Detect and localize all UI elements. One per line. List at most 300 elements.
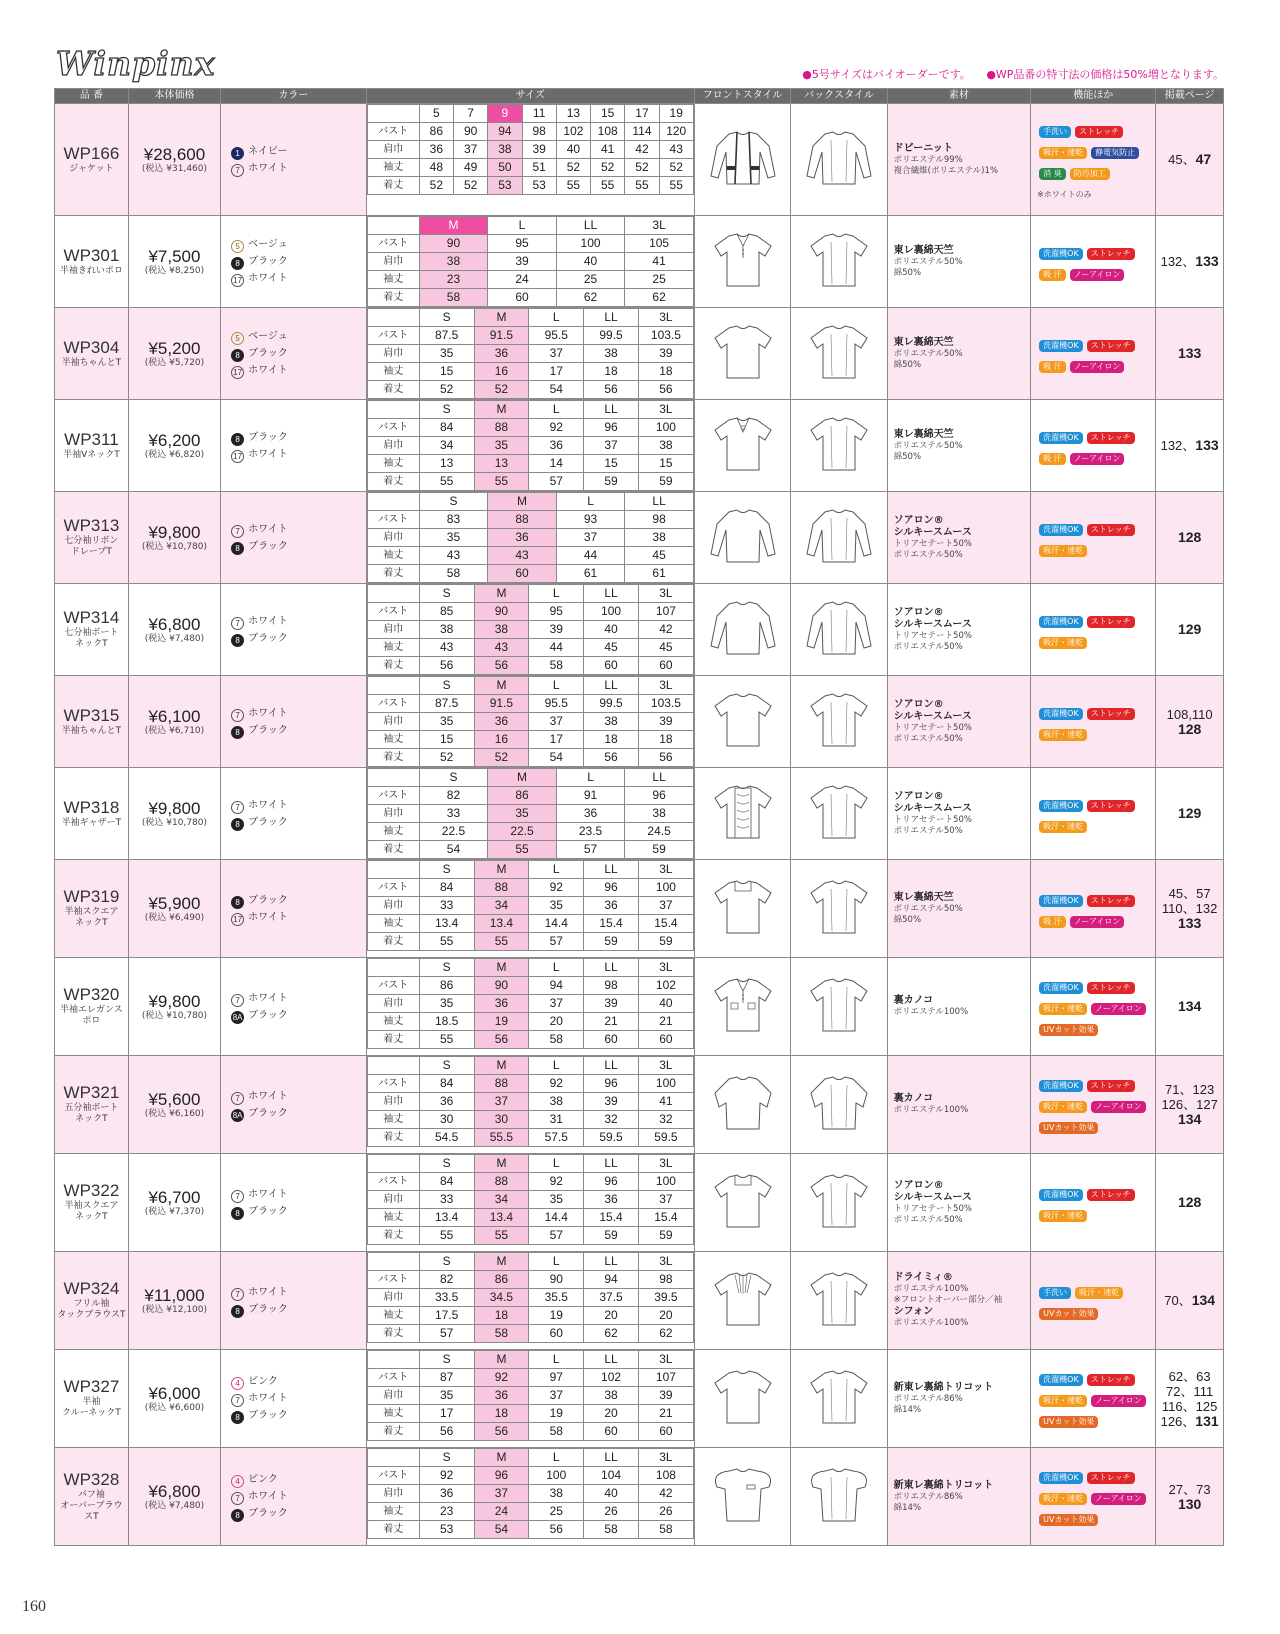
material-composition: 綿50% xyxy=(893,914,922,925)
size-value: 19 xyxy=(529,1307,584,1325)
front-style-cell xyxy=(694,400,790,492)
size-value: 32 xyxy=(584,1111,639,1129)
size-cell xyxy=(366,1154,694,1252)
size-value: 100 xyxy=(556,235,625,253)
color-number-badge: 4 xyxy=(231,1377,244,1390)
material-composition: ポリエステル86% xyxy=(893,1491,963,1502)
size-label-blank xyxy=(367,959,419,977)
size-value: 52 xyxy=(453,177,487,195)
size-value: 60 xyxy=(488,565,557,583)
feature-tag: 洗濯機OK xyxy=(1039,340,1083,352)
header-features: 機能ほか xyxy=(1031,89,1156,104)
measure-label: 肩巾 xyxy=(367,805,419,823)
size-value: 52 xyxy=(419,749,474,767)
product-price: ¥9,800 xyxy=(148,798,201,818)
color-option xyxy=(231,236,366,253)
measure-label: 着丈 xyxy=(367,381,419,399)
size-value: 39 xyxy=(584,1093,639,1111)
size-value: 13.4 xyxy=(419,915,474,933)
product-code-cell xyxy=(55,492,129,584)
size-value: 92 xyxy=(419,1467,474,1485)
feature-tag: 洗濯機OK xyxy=(1039,800,1083,812)
size-row xyxy=(367,841,693,859)
feature-tag: 吸汗・速乾 xyxy=(1075,1287,1123,1299)
size-value: 35 xyxy=(529,1191,584,1209)
measure-label: バスト xyxy=(367,603,419,621)
size-value: 55 xyxy=(556,177,590,195)
material-name: ソアロン® xyxy=(893,514,944,526)
page-ref: 72、111 xyxy=(1166,1383,1214,1399)
size-value: 58 xyxy=(529,657,584,675)
size-value: 100 xyxy=(638,1075,693,1093)
size-header-row xyxy=(367,1449,693,1467)
price-with-tax: (税込 ¥6,710) xyxy=(144,725,205,736)
size-header: S xyxy=(419,493,488,511)
size-header: M xyxy=(474,861,529,879)
front-garment-icon xyxy=(705,1512,781,1531)
page-ref: 110、132 xyxy=(1161,901,1218,916)
size-value: 16 xyxy=(474,731,529,749)
features-cell xyxy=(1031,584,1156,676)
features-cell xyxy=(1031,958,1156,1056)
front-style-cell xyxy=(694,1252,790,1350)
size-value: 38 xyxy=(419,621,474,639)
back-garment-icon xyxy=(801,1316,877,1335)
size-row xyxy=(367,327,693,345)
material-composition: ポリエステル50% xyxy=(893,549,963,560)
color-cell xyxy=(221,1252,367,1350)
size-row xyxy=(367,455,693,473)
size-value: 54 xyxy=(529,749,584,767)
back-garment-icon xyxy=(801,175,877,194)
back-garment-icon xyxy=(801,369,877,388)
size-value: 42 xyxy=(625,141,659,159)
price-cell xyxy=(128,216,220,308)
size-header-row xyxy=(367,585,693,603)
size-row xyxy=(367,473,693,491)
size-value: 35 xyxy=(419,345,474,363)
size-header: L xyxy=(529,1253,584,1271)
size-row xyxy=(367,437,693,455)
size-value: 96 xyxy=(584,1173,639,1191)
size-value: 36 xyxy=(584,1191,639,1209)
color-number-badge: 17 xyxy=(231,913,244,926)
size-value: 25 xyxy=(529,1503,584,1521)
size-value: 14.4 xyxy=(529,915,584,933)
back-style-cell xyxy=(791,768,887,860)
size-value: 84 xyxy=(419,1173,474,1191)
product-name: 七分袖ボート ネックT xyxy=(64,628,119,649)
size-value: 93 xyxy=(556,511,625,529)
color-label: ブラック xyxy=(248,816,288,828)
size-cell xyxy=(366,492,694,584)
size-value: 23 xyxy=(419,271,488,289)
size-header: 3L xyxy=(638,1351,693,1369)
measure-label: 着丈 xyxy=(367,749,419,767)
size-header: S xyxy=(419,1155,474,1173)
size-value: 92 xyxy=(529,1173,584,1191)
size-value: 94 xyxy=(529,977,584,995)
product-code: WP315 xyxy=(63,705,120,725)
size-header: L xyxy=(488,217,557,235)
size-value: 35.5 xyxy=(529,1289,584,1307)
material-name: シルキースムース xyxy=(893,526,972,538)
color-number-badge: 7 xyxy=(231,1492,244,1505)
size-row xyxy=(367,731,693,749)
page-ref: 134 xyxy=(1177,1111,1202,1127)
front-style-cell xyxy=(694,584,790,676)
size-value: 44 xyxy=(556,547,625,565)
measure-label: 肩巾 xyxy=(367,529,419,547)
product-code: WP301 xyxy=(63,245,120,265)
size-header: M xyxy=(474,1351,529,1369)
color-number-badge: 8 xyxy=(231,1509,244,1522)
back-garment-icon xyxy=(801,1120,877,1139)
size-value: 36 xyxy=(474,1387,529,1405)
feature-tag: ノーアイロン xyxy=(1070,269,1125,281)
product-name: 半袖きれいポロ xyxy=(59,265,123,276)
front-garment-icon xyxy=(705,1120,781,1139)
front-style-cell xyxy=(694,1154,790,1252)
size-row xyxy=(367,289,693,307)
size-value: 57 xyxy=(529,473,584,491)
color-option xyxy=(231,1390,366,1407)
size-value: 36 xyxy=(474,713,529,731)
feature-tag: ノーアイロン xyxy=(1070,453,1125,465)
size-value: 20 xyxy=(584,1307,639,1325)
feature-tag: 吸汗・速乾 xyxy=(1039,1003,1087,1015)
size-value: 54.5 xyxy=(419,1129,474,1147)
back-style-cell xyxy=(791,492,887,584)
size-row xyxy=(367,177,693,195)
size-value: 92 xyxy=(529,419,584,437)
feature-tag: 吸 汗 xyxy=(1039,916,1066,928)
size-value: 24 xyxy=(488,271,557,289)
product-price: ¥28,600 xyxy=(143,144,206,164)
size-value: 38 xyxy=(638,437,693,455)
size-value: 59.5 xyxy=(638,1129,693,1147)
measure-label: 肩巾 xyxy=(367,345,419,363)
size-cell xyxy=(366,860,694,958)
feature-tag: UVカット効果 xyxy=(1039,1514,1098,1526)
size-value: 40 xyxy=(584,621,639,639)
material-composition: トリアセテート50% xyxy=(893,814,972,825)
size-value: 56 xyxy=(474,1031,529,1049)
size-value: 37.5 xyxy=(584,1289,639,1307)
color-option xyxy=(231,613,366,630)
size-value: 58 xyxy=(474,1325,529,1343)
product-code-cell xyxy=(55,216,129,308)
pages-cell xyxy=(1156,1448,1224,1546)
page-ref: 45、 xyxy=(1168,152,1196,167)
size-value: 41 xyxy=(638,1093,693,1111)
size-value: 58 xyxy=(419,565,488,583)
size-value: 18 xyxy=(638,363,693,381)
product-code-cell xyxy=(55,400,129,492)
feature-tag: UVカット効果 xyxy=(1039,1122,1098,1134)
product-code: WP324 xyxy=(63,1279,120,1298)
size-value: 62 xyxy=(556,289,625,307)
size-label-blank xyxy=(367,105,419,123)
size-header-row xyxy=(367,217,693,235)
product-row xyxy=(55,676,1224,768)
color-option xyxy=(231,446,366,463)
size-value: 44 xyxy=(529,639,584,657)
size-value: 15 xyxy=(419,731,474,749)
size-value: 60 xyxy=(638,1031,693,1049)
size-header: 17 xyxy=(625,105,659,123)
size-value: 61 xyxy=(625,565,694,583)
size-header: L xyxy=(556,769,625,787)
size-row xyxy=(367,1521,693,1539)
material-name: ソアロン® xyxy=(893,790,944,802)
size-value: 37 xyxy=(529,345,584,363)
page-ref: 71、123 xyxy=(1165,1082,1215,1097)
size-header: M xyxy=(474,959,529,977)
size-value: 39.5 xyxy=(638,1289,693,1307)
page-ref: 27、73 xyxy=(1168,1481,1211,1497)
back-style-cell xyxy=(791,308,887,400)
size-value: 102 xyxy=(584,1369,639,1387)
measure-label: 袖丈 xyxy=(367,915,419,933)
product-row xyxy=(55,1350,1224,1448)
color-number-badge: 7 xyxy=(231,1190,244,1203)
size-header: 11 xyxy=(522,105,556,123)
color-label: ベージュ xyxy=(248,331,288,342)
front-garment-icon xyxy=(705,1022,781,1041)
size-value: 37 xyxy=(474,1485,529,1503)
color-option xyxy=(231,1284,366,1301)
measure-label: 肩巾 xyxy=(367,713,419,731)
header-material: 素材 xyxy=(887,89,1031,104)
size-value: 43 xyxy=(659,141,693,159)
pages-cell xyxy=(1156,958,1224,1056)
size-value: 36 xyxy=(488,529,557,547)
size-header: M xyxy=(474,1449,529,1467)
size-cell xyxy=(366,676,694,768)
color-option xyxy=(231,1203,366,1220)
size-header: L xyxy=(529,585,584,603)
back-garment-icon xyxy=(801,1512,877,1531)
color-option xyxy=(231,270,366,287)
color-number-badge: 8 xyxy=(231,433,244,446)
size-header: 3L xyxy=(638,401,693,419)
color-label: ホワイト xyxy=(248,273,288,284)
size-value: 15.4 xyxy=(638,1209,693,1227)
material-name: ソアロン® xyxy=(893,698,944,710)
size-value: 13 xyxy=(419,455,474,473)
size-table xyxy=(367,1448,694,1539)
size-value: 52 xyxy=(659,159,693,177)
size-value: 45 xyxy=(625,547,694,565)
material-cell xyxy=(887,1448,1031,1546)
size-row xyxy=(367,1405,693,1423)
product-code: WP327 xyxy=(63,1377,120,1396)
price-with-tax: (税込 ¥7,480) xyxy=(144,1500,205,1511)
product-code-cell xyxy=(55,958,129,1056)
size-value: 83 xyxy=(419,511,488,529)
color-cell xyxy=(221,400,367,492)
product-price: ¥11,000 xyxy=(144,1285,205,1305)
product-code: WP313 xyxy=(63,516,120,535)
size-label-blank xyxy=(367,1253,419,1271)
size-value: 36 xyxy=(474,995,529,1013)
feature-tag: ストレッチ xyxy=(1087,1472,1135,1484)
material-name-sub: シフォン xyxy=(893,1306,934,1317)
size-header: L xyxy=(529,1057,584,1075)
size-table xyxy=(367,1154,694,1245)
front-style-cell xyxy=(694,768,790,860)
size-value: 31 xyxy=(529,1111,584,1129)
price-cell xyxy=(128,958,220,1056)
color-label: ブラック xyxy=(248,431,288,443)
size-cell xyxy=(366,958,694,1056)
measure-label: 袖丈 xyxy=(367,1307,419,1325)
size-row xyxy=(367,897,693,915)
size-value: 39 xyxy=(638,345,693,363)
size-table xyxy=(367,400,694,491)
page-ref: 134 xyxy=(1191,1292,1216,1308)
color-number-badge: 8 xyxy=(231,818,244,831)
color-number-badge: 7 xyxy=(231,709,244,722)
page-ref: 128 xyxy=(1177,720,1202,737)
product-row xyxy=(55,860,1224,958)
color-cell xyxy=(221,1154,367,1252)
price-with-tax: (税込 ¥7,370) xyxy=(144,1206,205,1217)
size-label-blank xyxy=(367,309,419,327)
features-cell xyxy=(1031,216,1156,308)
size-header: 7 xyxy=(453,105,487,123)
color-option xyxy=(231,429,366,446)
size-value: 98 xyxy=(584,977,639,995)
size-value: 86 xyxy=(419,977,474,995)
feature-note: ※ホワイトのみ xyxy=(1037,189,1092,199)
measure-label: 袖丈 xyxy=(367,547,419,565)
size-value: 39 xyxy=(522,141,556,159)
feature-tag: 吸汗・速乾 xyxy=(1039,147,1087,159)
material-name: 裏カノコ xyxy=(893,1093,934,1104)
size-value: 37 xyxy=(556,529,625,547)
pages-cell xyxy=(1156,216,1224,308)
product-row xyxy=(55,308,1224,400)
back-style-cell xyxy=(791,1252,887,1350)
page-ref: 133 xyxy=(1195,253,1219,269)
size-value: 94 xyxy=(584,1271,639,1289)
back-garment-icon xyxy=(801,1218,877,1237)
product-code-cell xyxy=(55,1252,129,1350)
size-header: M xyxy=(419,217,488,235)
measure-label: 袖丈 xyxy=(367,1111,419,1129)
size-value: 45 xyxy=(584,639,639,657)
size-header: M xyxy=(474,585,529,603)
size-value: 99.5 xyxy=(584,695,639,713)
measure-label: 袖丈 xyxy=(367,1209,419,1227)
front-garment-icon xyxy=(705,175,781,194)
size-header: L xyxy=(529,1449,584,1467)
size-value: 114 xyxy=(625,123,659,141)
material-cell xyxy=(887,216,1031,308)
material-composition: ポリエステル50% xyxy=(893,440,963,451)
size-value: 34.5 xyxy=(474,1289,529,1307)
size-value: 33.5 xyxy=(419,1289,474,1307)
color-option xyxy=(231,160,366,177)
size-row xyxy=(367,547,693,565)
color-label: ホワイト xyxy=(248,707,288,719)
feature-tag: ノーアイロン xyxy=(1070,361,1125,373)
color-cell xyxy=(221,860,367,958)
size-header: 3L xyxy=(638,1057,693,1075)
material-composition: トリアセテート50% xyxy=(893,630,972,641)
size-value: 86 xyxy=(419,123,453,141)
material-cell xyxy=(887,1252,1031,1350)
measure-label: 袖丈 xyxy=(367,1405,419,1423)
material-composition: トリアセテート50% xyxy=(893,538,972,549)
size-row xyxy=(367,1013,693,1031)
material-composition: 綿14% xyxy=(893,1404,922,1415)
color-label: ブラック xyxy=(248,1410,288,1421)
material-composition: ポリエステル86% xyxy=(893,1393,963,1404)
page-ref: 108,110 xyxy=(1166,706,1213,722)
feature-tag: 洗濯機OK xyxy=(1039,432,1083,444)
feature-tag: 洗濯機OK xyxy=(1039,1189,1083,1201)
back-style-cell xyxy=(791,1350,887,1448)
product-code: WP318 xyxy=(63,797,120,817)
size-value: 60 xyxy=(529,1325,584,1343)
measure-label: 肩巾 xyxy=(367,621,419,639)
size-row xyxy=(367,713,693,731)
feature-tag: 吸汗・速乾 xyxy=(1039,1395,1087,1407)
material-cell xyxy=(887,676,1031,768)
header-color: カラー xyxy=(221,89,367,104)
size-value: 108 xyxy=(638,1467,693,1485)
pages-cell xyxy=(1156,1056,1224,1154)
size-value: 37 xyxy=(529,1387,584,1405)
size-value: 59 xyxy=(584,933,639,951)
size-row xyxy=(367,603,693,621)
size-value: 56 xyxy=(529,1521,584,1539)
size-header: M xyxy=(474,401,529,419)
color-label: ベージュ xyxy=(248,239,288,250)
color-option xyxy=(231,1105,366,1122)
size-header: S xyxy=(419,585,474,603)
material-composition: ポリエステル50% xyxy=(893,825,963,836)
page-ref: 126、 xyxy=(1160,1413,1196,1429)
size-value: 91.5 xyxy=(474,695,529,713)
product-code: WP311 xyxy=(64,429,119,449)
size-header: S xyxy=(419,861,474,879)
size-value: 59 xyxy=(584,473,639,491)
feature-tag: 洗濯機OK xyxy=(1039,982,1083,994)
size-value: 58 xyxy=(638,1521,693,1539)
measure-label: 着丈 xyxy=(367,1423,419,1441)
size-value: 60 xyxy=(584,1423,639,1441)
material-name: シルキースムース xyxy=(893,802,972,814)
measure-label: バスト xyxy=(367,511,419,529)
color-option xyxy=(231,630,366,647)
material-composition: トリアセテート50% xyxy=(893,1203,972,1214)
size-header: S xyxy=(419,1351,474,1369)
size-value: 38 xyxy=(529,1485,584,1503)
measure-label: 袖丈 xyxy=(367,455,419,473)
back-style-cell xyxy=(791,1154,887,1252)
page-ref: 132、 xyxy=(1160,438,1196,453)
measure-label: 肩巾 xyxy=(367,1093,419,1111)
product-code-cell xyxy=(55,1350,129,1448)
product-price: ¥6,800 xyxy=(148,1481,201,1501)
size-table xyxy=(367,768,694,859)
color-label: ブラック xyxy=(248,632,288,644)
measure-label: バスト xyxy=(367,1173,419,1191)
